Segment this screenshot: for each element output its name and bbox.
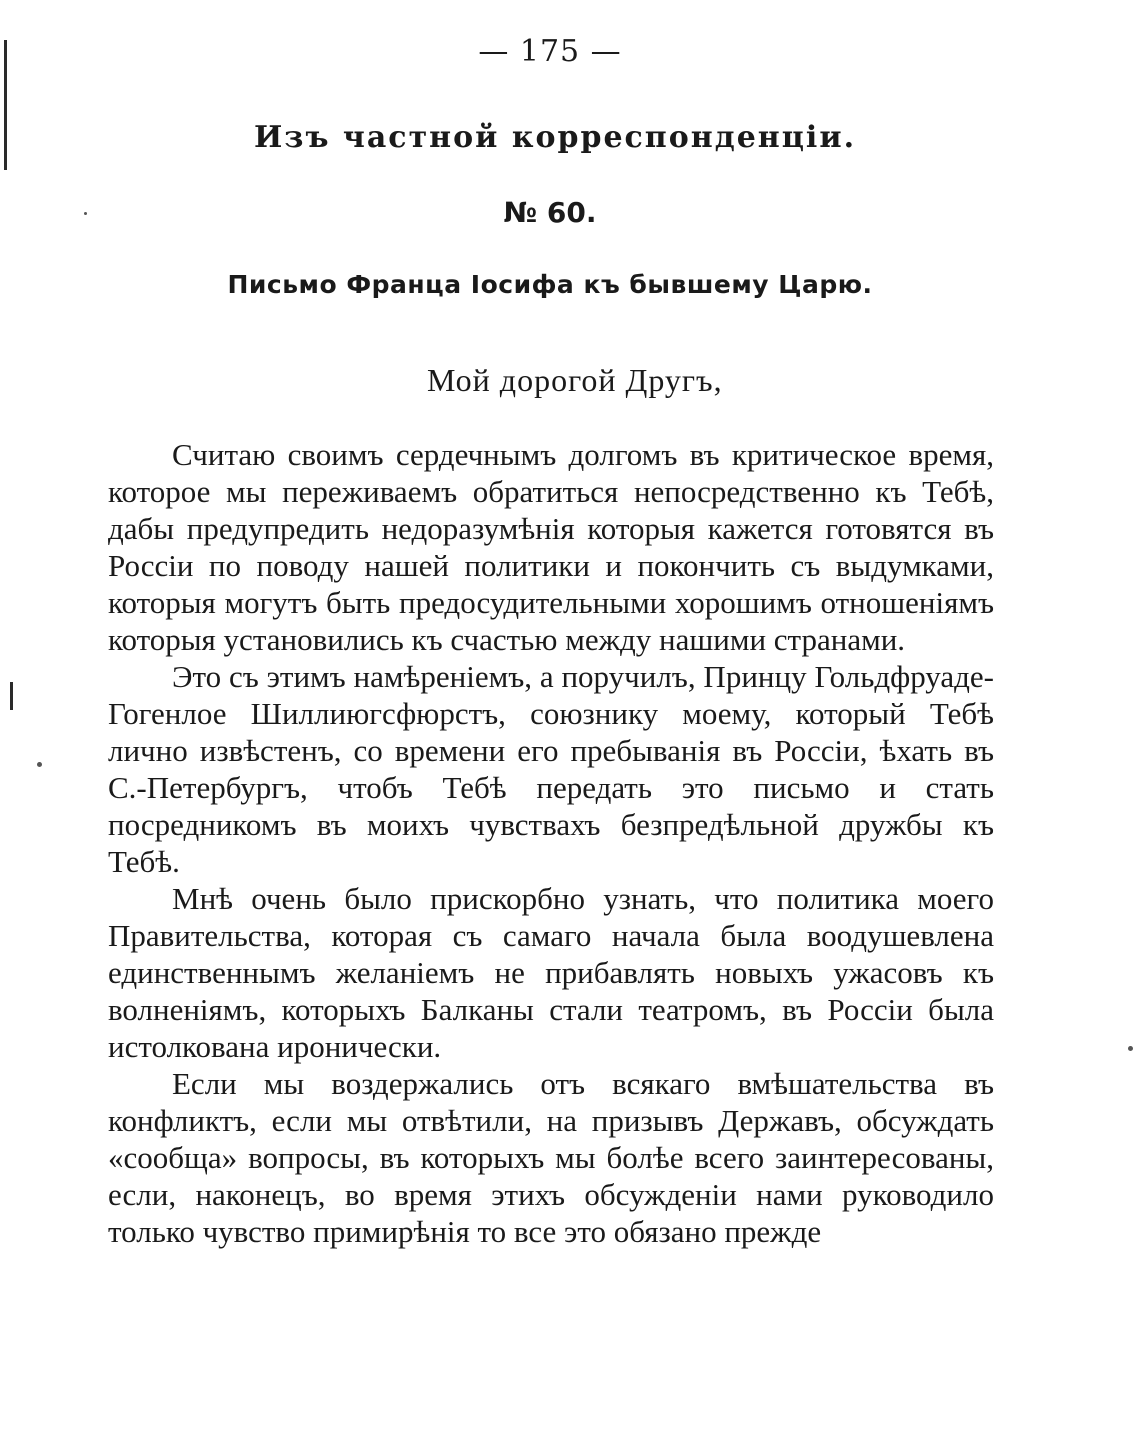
- letter-body: [108, 436, 994, 1250]
- paragraph: Это съ этимъ намѣреніемъ, а поручилъ, Принцу Гольдфруаде-Гогенлое Шиллиюгсфюрстъ, союзнику моему, который Тебѣ лично извѣстенъ, со времени его пребыванія въ Россіи, ѣхать въ С.-Петербургъ, чтобъ Тебѣ передать это письмо и стать посредникомъ въ моихъ чувствахъ безпредѣльной дружбы къ Тебѣ.: [108, 659, 994, 879]
- paragraph: Мнѣ очень было прискорбно узнать, что политика моего Правительства, которая съ самаго начала была воодушевлена единственнымъ желаніемъ не прибавлять новыхъ ужасовъ къ волненіямъ, которыхъ Балканы стали театромъ, въ Россіи была истолкована иронически.: [108, 881, 994, 1064]
- page-number: — 175 —: [478, 34, 622, 69]
- speck: [1128, 1046, 1133, 1051]
- salutation: Мой дорогой Другъ,: [427, 362, 723, 398]
- speck: [37, 762, 42, 767]
- letter-title: Письмо Франца Іосифа къ бывшему Царю.: [227, 270, 873, 299]
- page-edge-mark: [10, 682, 13, 710]
- section-title: Изъ частной корреспонденціи.: [253, 120, 857, 155]
- document-number: № 60.: [503, 196, 597, 229]
- paragraph: Если мы воздержались отъ всякаго вмѣшательства въ конфликтъ, если мы отвѣтили, на призывъ Державъ, обсуждать «сообща» вопросы, въ которыхъ мы болѣе всего заинтересованы, если, наконецъ, во время этихъ обсужденіи нами руководило только чувство примирѣнія то все это обязано прежде: [108, 1066, 994, 1249]
- paragraph: Считаю своимъ сердечнымъ долгомъ въ критическое время, которое мы переживаемъ обратиться непосредственно къ Тебѣ, дабы предупредить недоразумѣнія которыя кажется готовятся въ Россіи по поводу нашей политики и покончить съ выдумками, которыя могутъ быть предосудительными хорошимъ отношеніямъ которыя установились къ счастью между нашими странами.: [108, 437, 994, 657]
